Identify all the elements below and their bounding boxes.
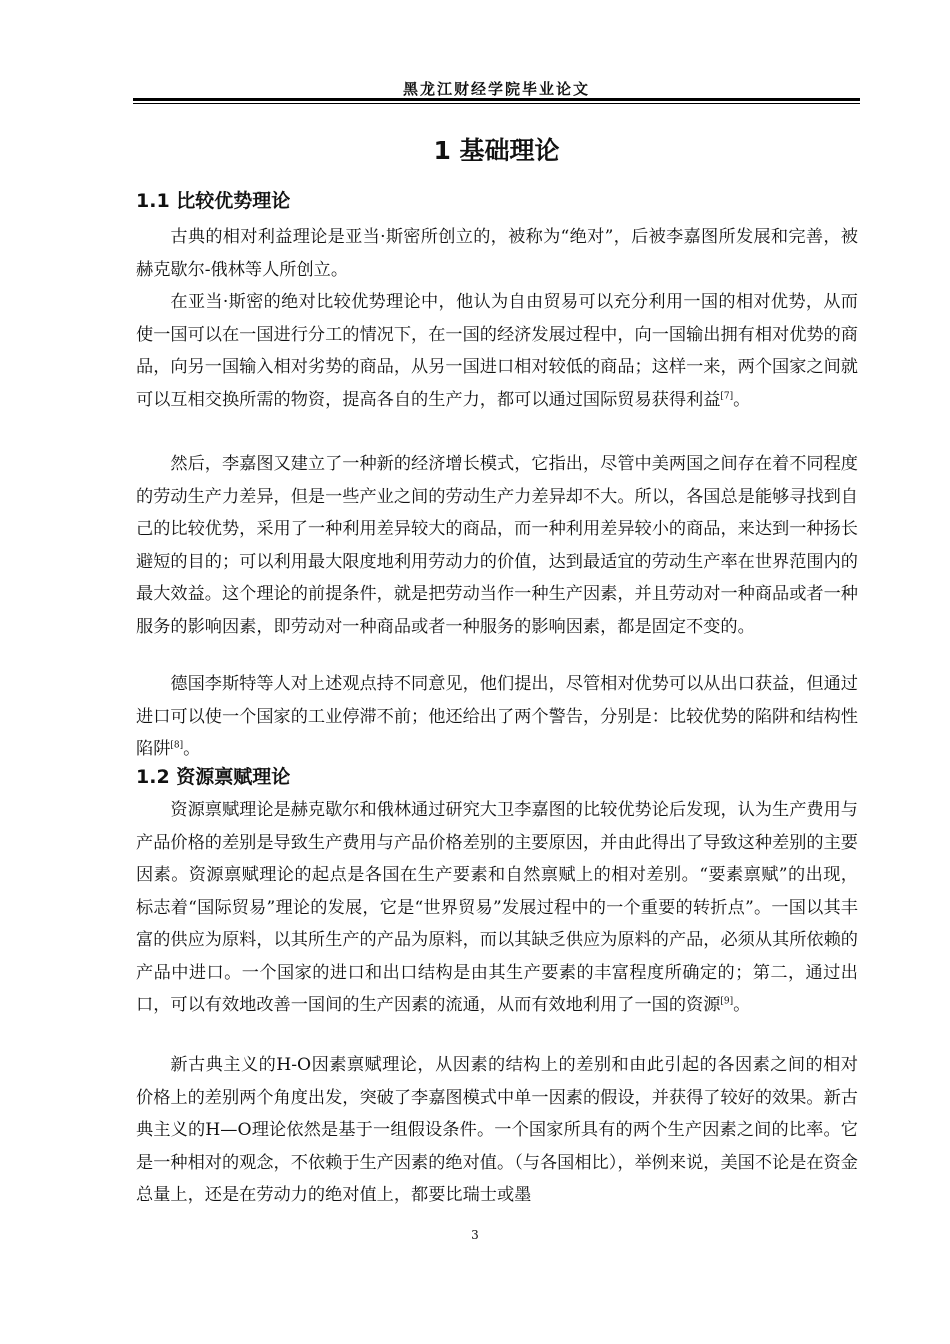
paragraph-text: 古典的相对利益理论是亚当·斯密所创立的，被称为“绝对”，后被李嘉图所发展和完善，被赫克歇尔-俄林等人所创立。 (136, 227, 858, 280)
citation-marker: [8] (170, 740, 184, 751)
citation-marker: [9] (720, 996, 734, 1007)
paragraph-text: 新古典主义的H-O因素禀赋理论，从因素的结构上的差别和由此引起的各因素之间的相对价格上的差别两个角度出发，突破了李嘉图模式中单一因素的假设，并获得了较好的效果。新古典主义的H—O理论依然是基于一组假设条件。一个国家所具有的两个生产因素之间的比率。它是一种相对的观念，不依赖于生产因素的绝对值。（与各国相比），举例来说，美国不论是在资金总量上，还是在劳动力的绝对值上，都要比瑞士或墨 (136, 1055, 858, 1205)
paragraph-text: 在亚当·斯密的绝对比较优势理论中，他认为自由贸易可以充分利用一国的相对优势，从而使一国可以在一国进行分工的情况下，在一国的经济发展过程中，向一国输出拥有相对优势的商品，向另一国输入相对劣势的商品，从另一国进口相对较低的商品；这样一来，两个国家之间就可以互相交换所需的物资，提高各自的生产力，都可以通过国际贸易获得利益 (136, 292, 858, 410)
section-heading-1-2: 1.2 资源禀赋理论 (136, 766, 291, 788)
paragraph-text: 然后，李嘉图又建立了一种新的经济增长模式，它指出，尽管中美两国之间存在着不同程度的劳动生产力差异，但是一些产业之间的劳动生产力差异却不大。所以，各国总是能够寻找到自己的比较优势，采用了一种利用差异较大的商品，而一种利用差异较小的商品，来达到一种扬长避短的目的；可以利用最大限度地利用劳动力的价值，达到最适宜的劳动生产率在世界范围内的最大效益。这个理论的前提条件，就是把劳动当作一种生产因素，并且劳动对一种商品或者一种服务的影响因素，即劳动对一种商品或者一种服务的影响因素，都是固定不变的。 (136, 454, 858, 637)
paragraph (136, 448, 858, 643)
paragraph-tail: 。 (733, 995, 751, 1015)
citation-marker: [7] (720, 390, 734, 401)
paragraph (136, 668, 858, 766)
running-header: 黑龙江财经学院毕业论文 (402, 80, 590, 98)
paragraph-tail: 。 (733, 389, 751, 410)
section-heading-1-1: 1.1 比较优势理论 (136, 190, 291, 212)
page-number: 3 (471, 1228, 479, 1242)
chapter-title: 1 基础理论 (433, 136, 560, 165)
header-rule-thin (133, 103, 860, 104)
paragraph (136, 1049, 858, 1212)
header-rule-thick (133, 98, 860, 101)
paragraph-tail: 。 (183, 739, 201, 759)
paragraph (136, 221, 858, 286)
paragraph-text: 资源禀赋理论是赫克歇尔和俄林通过研究大卫李嘉图的比较优势论后发现，认为生产费用与产品价格的差别是导致生产费用与产品价格差别的主要原因，并由此得出了导致这种差别的主要因素。资源禀赋理论的起点是各国在生产要素和自然禀赋上的相对差别。“要素禀赋”的出现，标志着“国际贸易”理论的发展，它是“世界贸易”发展过程中的一个重要的转折点”。一国以其丰富的供应为原料，以其所生产的产品为原料，而以其缺乏供应为原料的产品，必须从其所依赖的产品中进口。一个国家的进口和出口结构是由其生产要素的丰富程度所确定的；第二，通过出口，可以有效地改善一国间的生产因素的流通，从而有效地利用了一国的资源 (136, 800, 858, 1015)
paragraph (136, 794, 858, 1022)
paragraph (136, 286, 858, 416)
paragraph-text: 德国李斯特等人对上述观点持不同意见，他们提出，尽管相对优势可以从出口获益，但通过进口可以使一个国家的工业停滞不前；他还给出了两个警告，分别是：比较优势的陷阱和结构性陷阱 (136, 674, 858, 759)
